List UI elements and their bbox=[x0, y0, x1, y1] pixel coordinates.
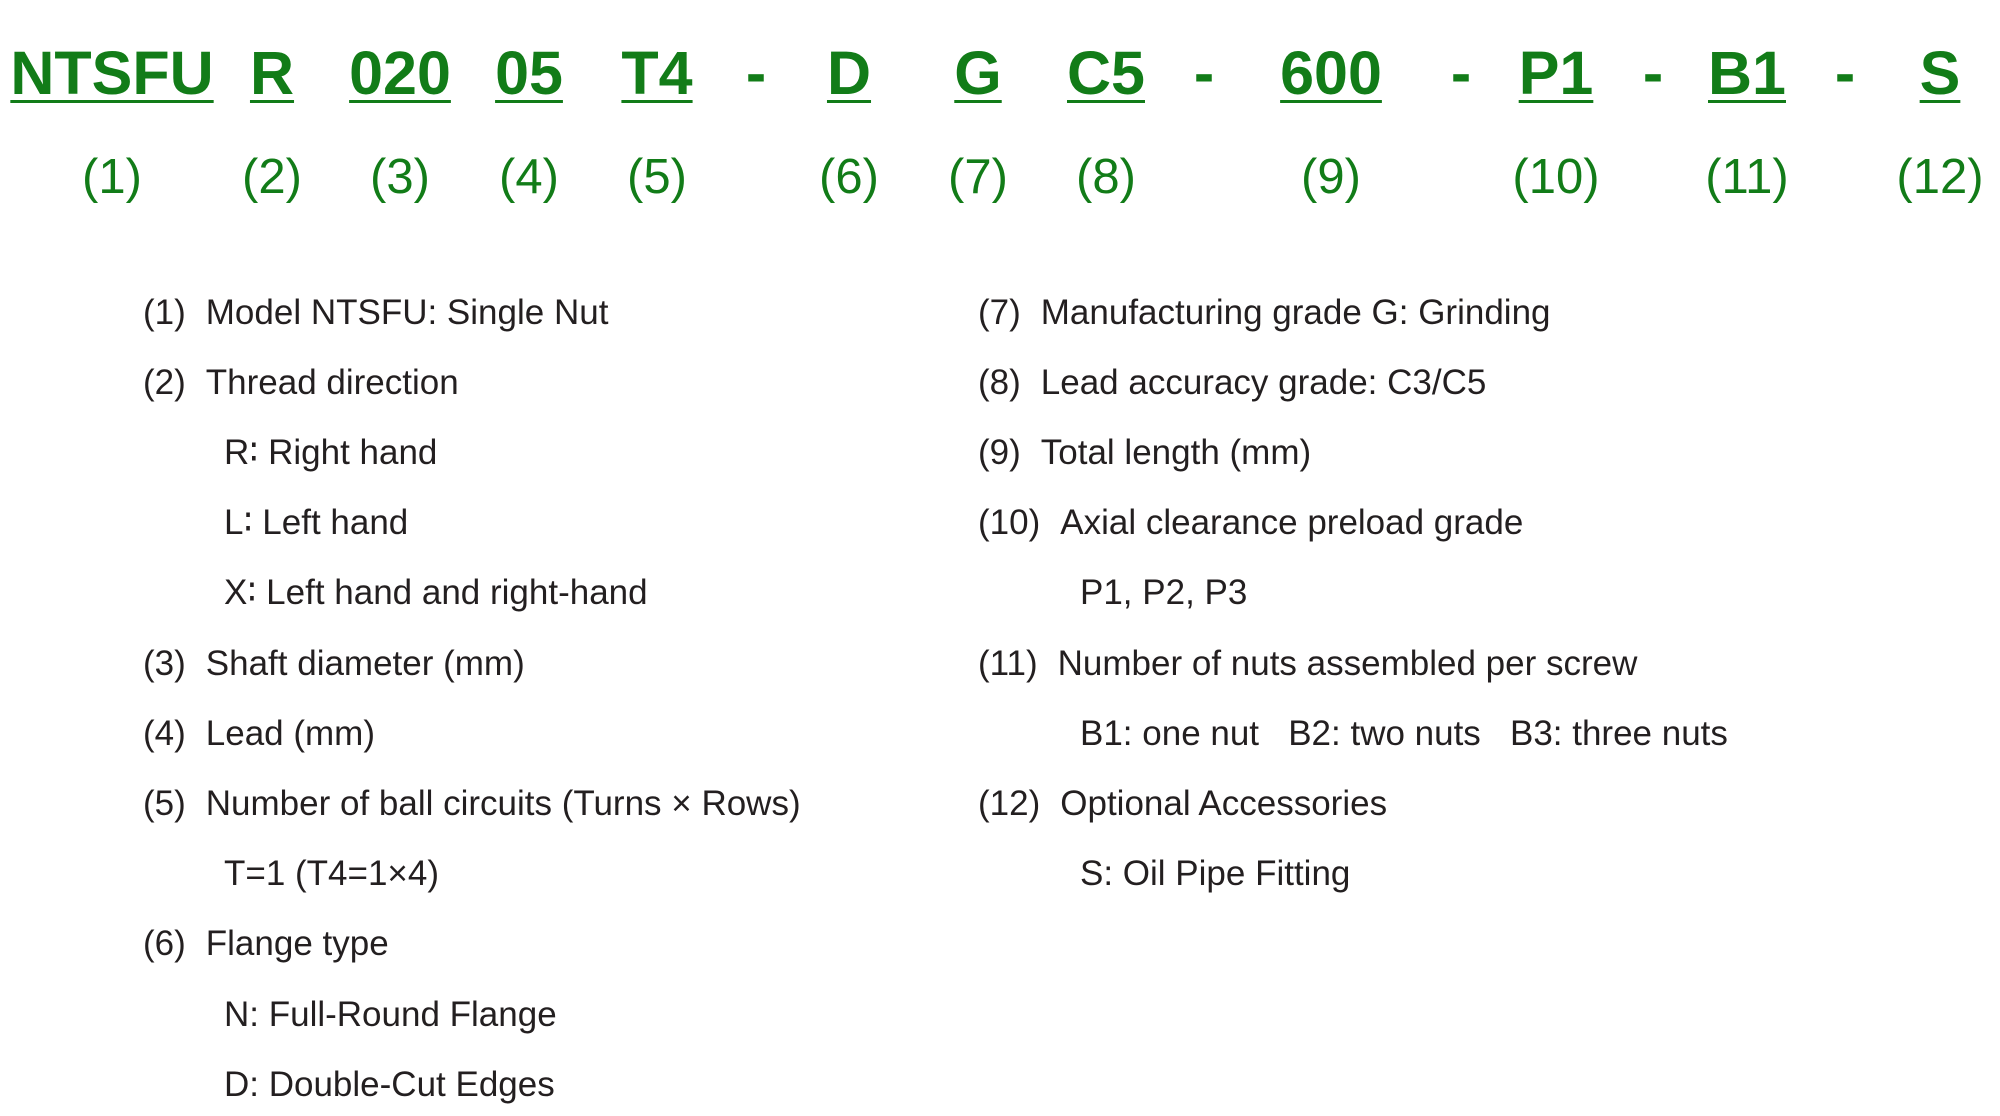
code-part-length: 600 bbox=[1280, 39, 1382, 107]
code-part-accuracy: C5 bbox=[1067, 39, 1145, 107]
code-part-flange: D bbox=[826, 39, 872, 107]
code-separator: - bbox=[1834, 39, 1856, 107]
legend-text: B1: one nut B2: two nuts B3: three nuts bbox=[1080, 714, 1728, 753]
legend-item bbox=[978, 291, 1551, 335]
legend-item bbox=[143, 361, 459, 405]
code-number: (2) bbox=[242, 150, 302, 204]
legend-item bbox=[143, 291, 608, 335]
code-number: (7) bbox=[948, 150, 1008, 204]
code-number: (10) bbox=[1512, 150, 1600, 204]
legend-index: (2) bbox=[143, 363, 186, 402]
legend-item bbox=[978, 361, 1486, 405]
legend-item bbox=[143, 782, 801, 826]
legend-subitem bbox=[1080, 571, 1247, 615]
legend-index: (10) bbox=[978, 503, 1041, 542]
legend-text: T=1 (T4=1×4) bbox=[224, 854, 439, 893]
legend-index: (12) bbox=[978, 784, 1041, 823]
legend-index: (9) bbox=[978, 433, 1021, 472]
legend-item bbox=[143, 712, 375, 756]
legend-text: Number of nuts assembled per screw bbox=[1057, 644, 1638, 683]
code-part-model: NTSFU bbox=[10, 39, 214, 107]
legend-text: P1, P2, P3 bbox=[1080, 573, 1248, 612]
code-number: (8) bbox=[1076, 150, 1136, 204]
legend-text: X∶ Left hand and right-hand bbox=[224, 573, 648, 612]
legend-text: Optional Accessories bbox=[1060, 784, 1388, 823]
legend-item bbox=[978, 431, 1311, 475]
legend-text: Lead accuracy grade: C3/C5 bbox=[1040, 363, 1487, 402]
legend-index: (5) bbox=[143, 784, 186, 823]
legend-text: R∶ Right hand bbox=[224, 433, 438, 472]
legend-text: S: Oil Pipe Fitting bbox=[1080, 854, 1351, 893]
legend-index: (11) bbox=[978, 644, 1038, 683]
code-part-lead: 05 bbox=[495, 39, 563, 107]
legend-index: (4) bbox=[143, 714, 186, 753]
code-part-nuts: B1 bbox=[1708, 39, 1786, 107]
legend-text: Shaft diameter (mm) bbox=[205, 644, 525, 683]
code-number: (5) bbox=[627, 150, 687, 204]
code-number: (9) bbox=[1301, 150, 1361, 204]
code-number: (11) bbox=[1705, 150, 1789, 204]
code-part-circuits: T4 bbox=[621, 39, 693, 107]
legend-text: Thread direction bbox=[205, 363, 459, 402]
code-part-accessory: S bbox=[1919, 39, 1961, 107]
legend-index: (6) bbox=[143, 924, 186, 963]
code-separator: - bbox=[745, 39, 767, 107]
legend-subitem bbox=[1080, 712, 1728, 756]
legend-text: Flange type bbox=[205, 924, 389, 963]
legend-text: Axial clearance preload grade bbox=[1060, 503, 1524, 542]
legend-subitem bbox=[224, 993, 557, 1037]
legend-text: L∶ Left hand bbox=[224, 503, 409, 542]
legend-item bbox=[143, 642, 525, 686]
legend-text: Model NTSFU: Single Nut bbox=[205, 293, 609, 332]
legend-index: (7) bbox=[978, 293, 1021, 332]
code-part-thread: R bbox=[249, 39, 295, 107]
code-part-preload: P1 bbox=[1518, 39, 1594, 107]
legend-text: D: Double-Cut Edges bbox=[224, 1065, 555, 1104]
code-part-grade: G bbox=[954, 39, 1002, 107]
legend-text: Manufacturing grade G: Grinding bbox=[1040, 293, 1551, 332]
legend-text: Total length (mm) bbox=[1040, 433, 1312, 472]
code-part-diameter: 020 bbox=[349, 39, 451, 107]
code-number: (4) bbox=[499, 150, 559, 204]
legend-subitem bbox=[224, 1063, 555, 1107]
legend-text: Number of ball circuits (Turns × Rows) bbox=[205, 784, 801, 823]
code-number: (6) bbox=[819, 150, 879, 204]
code-separator: - bbox=[1642, 39, 1664, 107]
legend-subitem bbox=[224, 852, 439, 896]
legend-index: (1) bbox=[143, 293, 186, 332]
code-number: (3) bbox=[370, 150, 430, 204]
legend-subitem bbox=[224, 571, 648, 615]
code-number: (1) bbox=[82, 150, 142, 204]
legend-index: (3) bbox=[143, 644, 186, 683]
legend-item bbox=[978, 642, 1637, 686]
legend-text: Lead (mm) bbox=[205, 714, 375, 753]
legend-text: N: Full-Round Flange bbox=[224, 995, 557, 1034]
legend-item bbox=[143, 922, 389, 966]
legend-index: (8) bbox=[978, 363, 1021, 402]
legend-subitem bbox=[224, 431, 437, 475]
legend-subitem bbox=[1080, 852, 1350, 896]
code-number: (12) bbox=[1896, 150, 1984, 204]
code-separator: - bbox=[1193, 39, 1215, 107]
legend-item bbox=[978, 501, 1523, 545]
code-separator: - bbox=[1450, 39, 1472, 107]
legend-subitem bbox=[224, 501, 408, 545]
legend-item bbox=[978, 782, 1387, 826]
